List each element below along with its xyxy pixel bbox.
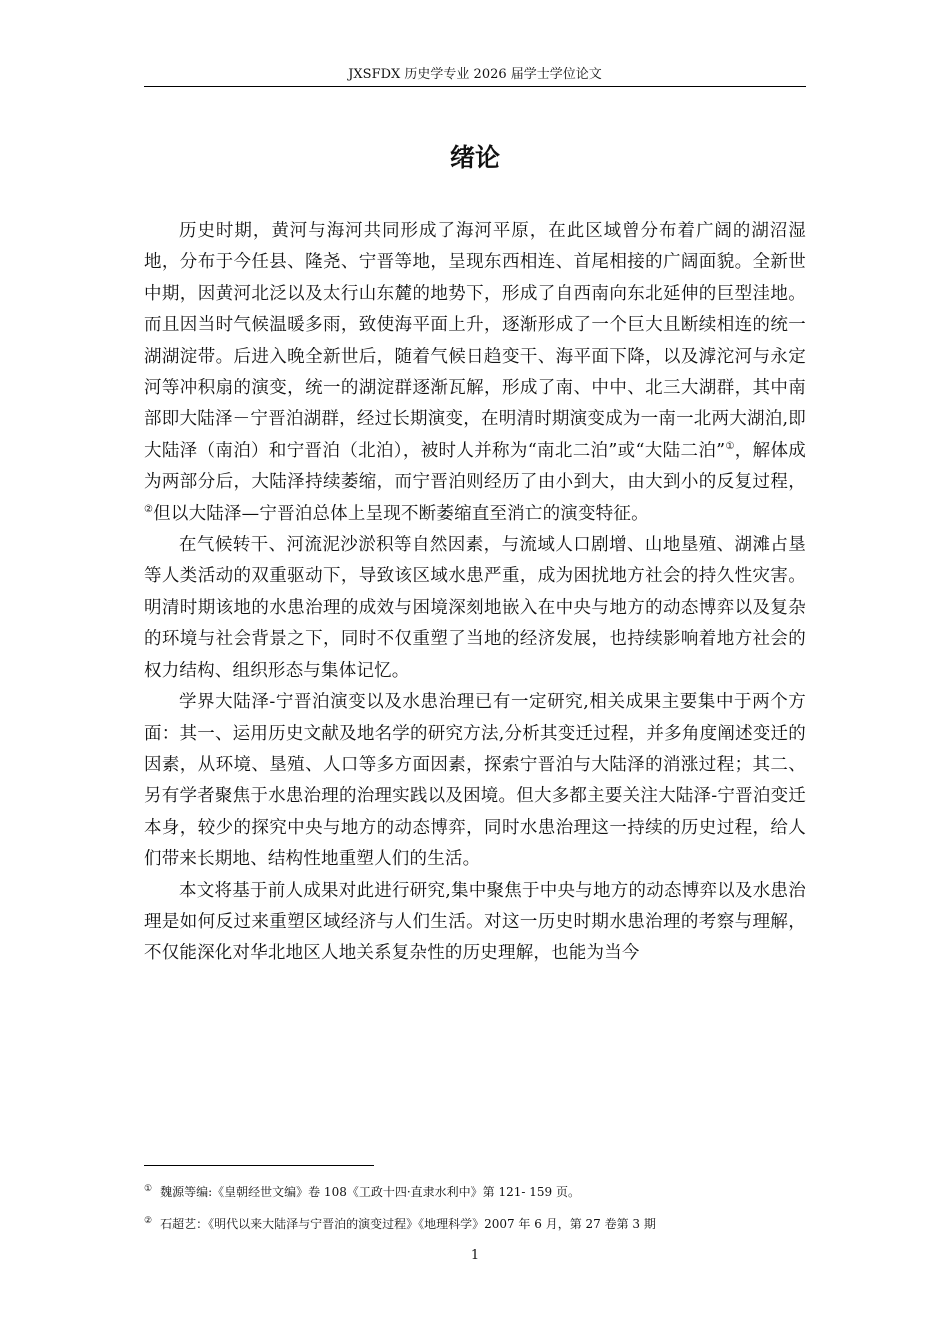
paragraph-4: 本文将基于前人成果对此进行研究,集中聚焦于中央与地方的动态博弈以及水患治理是如何反过来重塑区域经济与人们生活。对这一历史时期水患治理的考察与理解，不仅能深化对华北地区人地关系复杂性的历史理解，也能为当今 [144, 880, 806, 964]
running-header: JXSFDX 历史学专业 2026 届学士学位论文 [348, 67, 602, 82]
footnote-mark-1: ① [144, 1184, 153, 1194]
body-text [144, 216, 806, 970]
footnote-separator [144, 1165, 374, 1166]
paragraph-1-part-c: 但以大陆泽—宁晋泊总体上呈现不断萎缩直至消亡的演变特征。 [153, 503, 649, 524]
chapter-title: 绪论 [449, 143, 500, 172]
paragraph-1 [144, 216, 806, 530]
paragraph-1-part-b: ，解体成为两部分后，大陆泽持续萎缩，而宁晋泊则经历了由小到大，由大到小的反复过程， [144, 440, 806, 493]
footnote-mark-2: ② [144, 1216, 153, 1226]
footnote-2 [144, 1212, 806, 1233]
footnote-1 [144, 1180, 806, 1201]
footnote-ref-2[interactable]: ② [144, 503, 154, 515]
paragraph-1-part-a: 历史时期，黄河与海河共同形成了海河平原，在此区域曾分布着广阔的湖沼湿地，分布于今任县、隆尧、宁晋等地，呈现东西相连、首尾相接的广阔面貌。全新世中期，因黄河北泛以及太行山东麓的地势下，形成了自西南向东北延伸的巨型洼地。而且因当时气候温暖多雨，致使海平面上升，逐渐形成了一个巨大且断续相连的统一湖湖淀带。后进入晚全新世后，随着气候日趋变干、海平面下降，以及滹沱河与永定河等冲积扇的演变，统一的湖淀群逐渐瓦解，形成了南、中中、北三大湖群，其中南部即大陆泽－宁晋泊湖群，经过长期演变，在明清时期演变成为一南一北两大湖泊,即大陆泽（南泊）和宁晋泊（北泊），被时人并称为“南北二泊”或“大陆二泊” [144, 221, 806, 461]
page-number: 1 [470, 1248, 480, 1263]
paragraph-3: 学界大陆泽-宁晋泊演变以及水患治理已有一定研究,相关成果主要集中于两个方面：其一、运用历史文献及地名学的研究方法,分析其变迁过程，并多角度阐述变迁的因素，从环境、垦殖、人口等多方面因素，探索宁晋泊与大陆泽的消涨过程；其二、另有学者聚焦于水患治理的治理实践以及困境。但大多都主要关注大陆泽-宁晋泊变迁本身，较少的探究中央与地方的动态博弈，同时水患治理这一持续的历史过程，给人们带来长期地、结构性地重塑人们的生活。 [144, 692, 806, 870]
footnote-ref-1[interactable]: ① [725, 441, 735, 453]
header-rule [144, 86, 806, 87]
footnote-text-1: 魏源等编:《皇朝经世文编》卷 108《工政十四·直隶水利中》第 121- 159 页。 [160, 1185, 580, 1199]
footnote-text-2: 石超艺：《明代以来大陆泽与宁晋泊的演变过程》《地理科学》2007 年 6 月，第 27 卷第 3 期 [160, 1217, 656, 1231]
paragraph-2: 在气候转干、河流泥沙淤积等自然因素，与流域人口剧增、山地垦殖、湖滩占垦等人类活动的双重驱动下，导致该区域水患严重，成为困扰地方社会的持久性灾害。明清时期该地的水患治理的成效与困境深刻地嵌入在中央与地方的动态博弈以及复杂的环境与社会背景之下，同时不仅重塑了当地的经济发展，也持续影响着地方社会的权力结构、组织形态与集体记忆。 [144, 535, 806, 681]
